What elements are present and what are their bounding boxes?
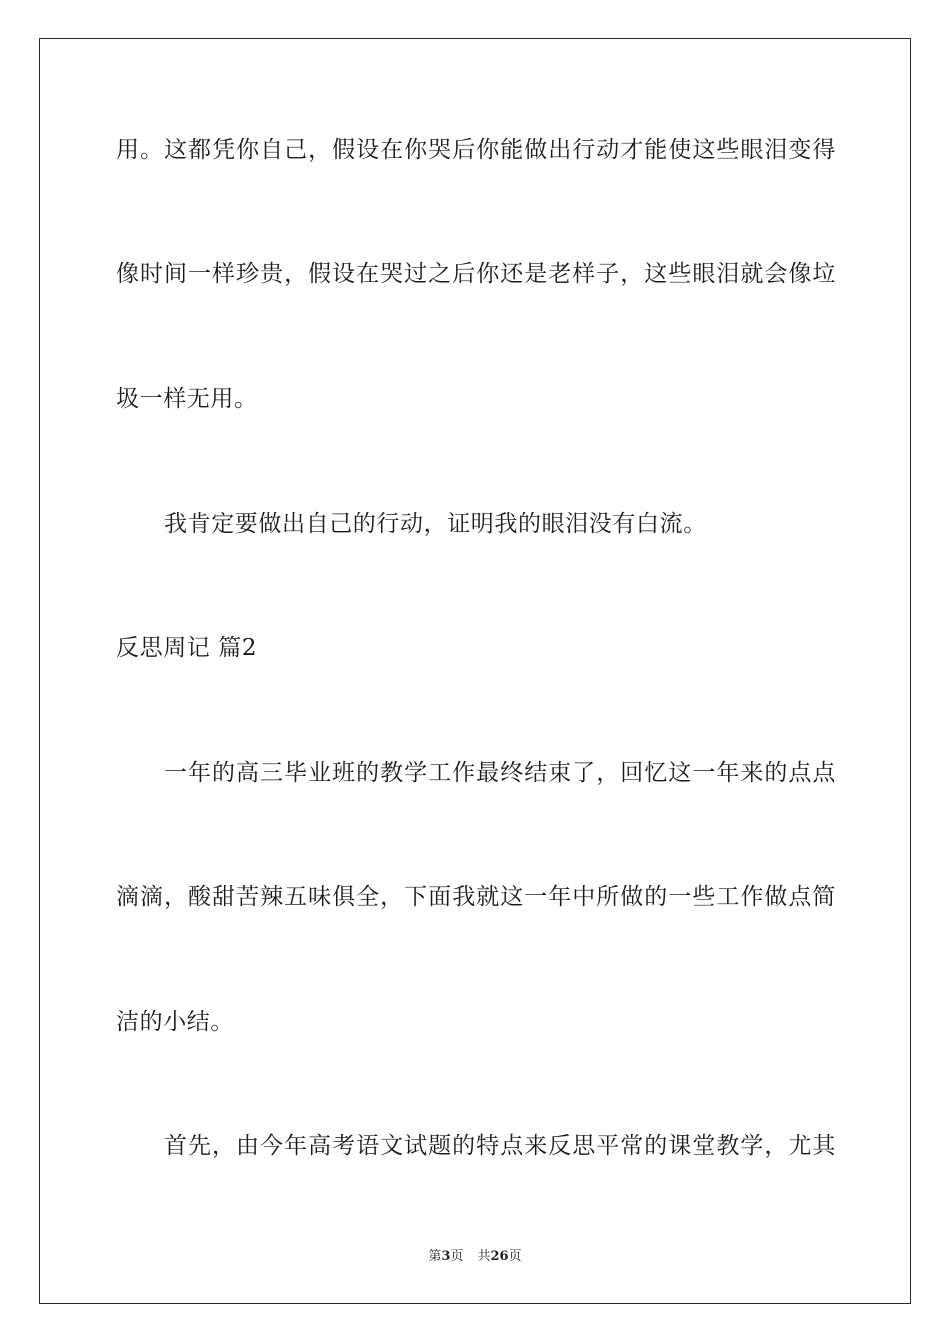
body-line-8: 洁的小结。	[116, 1009, 234, 1035]
body-line-6: 一年的高三毕业班的教学工作最终结束了，回忆这一年来的点点	[164, 760, 836, 786]
body-line-7: 滴滴，酸甜苦辣五味俱全，下面我就这一年中所做的一些工作做点简	[116, 884, 836, 910]
body-line-2: 像时间一样珍贵，假设在哭过之后你还是老样子，这些眼泪就会像垃	[116, 261, 836, 287]
footer-total-prefix: 共	[477, 1249, 491, 1264]
footer-page-prefix: 第	[428, 1249, 442, 1264]
body-line-1: 用。这都凭你自己，假设在你哭后你能做出行动才能使这些眼泪变得	[116, 137, 836, 163]
footer-page-number: 3	[441, 1249, 451, 1264]
footer-total-pages: 26	[490, 1249, 509, 1264]
page-footer	[0, 1248, 950, 1266]
footer-total-suffix: 页	[508, 1249, 522, 1264]
section-heading: 反思周记 篇2	[116, 635, 258, 661]
body-line-9: 首先，由今年高考语文试题的特点来反思平常的课堂教学，尤其	[164, 1133, 836, 1159]
page-border	[39, 38, 911, 1304]
body-paragraph-line: 我肯定要做出自己的行动，证明我的眼泪没有白流。	[164, 511, 707, 537]
footer-page-suffix: 页	[450, 1249, 464, 1264]
body-line-3: 圾一样无用。	[116, 386, 258, 412]
